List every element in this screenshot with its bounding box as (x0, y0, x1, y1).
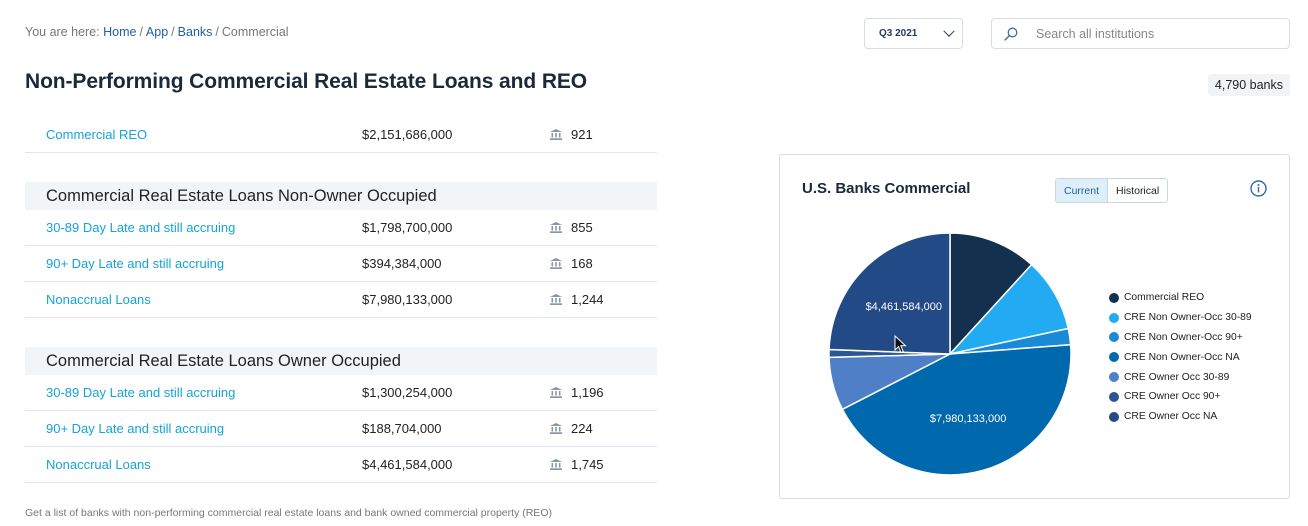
table-row (25, 411, 657, 447)
row-amount: $4,461,584,000 (362, 457, 453, 472)
bank-icon (550, 129, 562, 140)
legend-swatch (1109, 412, 1119, 422)
row-link-commercial-reo[interactable]: Commercial REO (46, 127, 148, 142)
period-select[interactable] (864, 18, 963, 49)
row-link-non-owner-nonaccrual[interactable]: Nonaccrual Loans (46, 292, 151, 307)
chart-title: U.S. Banks Commercial (802, 180, 971, 197)
row-bank-count: 921 (571, 127, 593, 142)
table-row (25, 447, 657, 483)
row-amount: $1,798,700,000 (362, 220, 453, 235)
legend-swatch (1109, 293, 1119, 303)
legend-label: CRE Non Owner-Occ 90+ (1124, 331, 1243, 343)
legend-item-commercial-reo[interactable] (1109, 288, 1252, 308)
period-select-value: Q3 2021 (879, 28, 918, 39)
legend-label: CRE Owner Occ NA (1124, 411, 1218, 423)
row-link-non-owner-90-plus[interactable]: 90+ Day Late and still accruing (46, 256, 225, 271)
legend-swatch (1109, 332, 1119, 342)
legend-item-cre-non-owner-occ-na[interactable] (1109, 347, 1252, 367)
legend-item-cre-owner-occ-30-89[interactable] (1109, 367, 1252, 387)
search-icon (1004, 27, 1018, 41)
bank-icon (550, 423, 562, 434)
row-link-owner-30-89[interactable]: 30-89 Day Late and still accruing (46, 385, 236, 400)
row-link-owner-nonaccrual[interactable]: Nonaccrual Loans (46, 457, 151, 472)
legend-swatch (1109, 352, 1119, 362)
legend-swatch (1109, 392, 1119, 402)
toggle-historical[interactable]: Historical (1116, 184, 1160, 197)
pie-data-label-cre-owner-occ-na: $4,461,584,000 (865, 301, 943, 314)
bank-count-badge: 4,790 banks (1208, 74, 1290, 96)
row-amount: $7,980,133,000 (362, 292, 453, 307)
pie-chart[interactable] (828, 231, 1078, 481)
toggle-current[interactable]: Current (1056, 179, 1108, 202)
footnote: Get a list of banks with non-performing commercial real estate loans and bank owned commercial property (REO) (25, 507, 552, 519)
loans-table (25, 117, 657, 483)
legend-label: CRE Owner Occ 90+ (1124, 391, 1221, 403)
bank-icon (550, 387, 562, 398)
legend-label: Commercial REO (1124, 292, 1205, 304)
table-row (25, 375, 657, 411)
chart-legend (1109, 288, 1252, 427)
breadcrumb-link-home[interactable]: Home (103, 25, 137, 39)
breadcrumb-link-app[interactable]: App (145, 25, 169, 39)
search-input[interactable] (1036, 27, 1266, 41)
row-bank-count: 1,745 (571, 457, 604, 472)
page-title: Non-Performing Commercial Real Estate Loans and REO (25, 70, 588, 93)
row-amount: $188,704,000 (362, 421, 442, 436)
breadcrumb-current: Commercial (221, 25, 289, 39)
bank-icon (550, 258, 562, 269)
row-bank-count: 1,196 (571, 385, 604, 400)
table-row (25, 117, 657, 153)
view-toggle (1055, 178, 1168, 203)
bank-icon (550, 294, 562, 305)
chart-card (779, 154, 1290, 499)
legend-label: CRE Owner Occ 30-89 (1124, 371, 1230, 383)
row-link-non-owner-30-89[interactable]: 30-89 Day Late and still accruing (46, 220, 236, 235)
search-box[interactable] (991, 18, 1290, 49)
legend-label: CRE Non Owner-Occ NA (1124, 351, 1240, 363)
section-heading-owner: Commercial Real Estate Loans Owner Occupied (25, 347, 657, 375)
section-heading-non-owner: Commercial Real Estate Loans Non-Owner Occupied (25, 182, 657, 210)
table-row (25, 210, 657, 246)
table-row (25, 246, 657, 282)
legend-item-cre-non-owner-occ-30-89[interactable] (1109, 308, 1252, 328)
row-bank-count: 168 (571, 256, 593, 271)
bank-icon (550, 222, 562, 233)
chevron-down-icon (943, 25, 954, 36)
legend-item-cre-owner-occ-na[interactable] (1109, 407, 1252, 427)
legend-swatch (1109, 313, 1119, 323)
row-amount: $394,384,000 (362, 256, 442, 271)
pie-data-label-cre-non-owner-occ-na: $7,980,133,000 (929, 413, 1007, 425)
breadcrumb-link-banks[interactable]: Banks (177, 25, 213, 39)
row-link-owner-90-plus[interactable]: 90+ Day Late and still accruing (46, 421, 225, 436)
bank-icon (550, 459, 562, 470)
breadcrumb-separator: / (215, 25, 219, 39)
row-bank-count: 224 (571, 421, 593, 436)
legend-swatch (1109, 372, 1119, 382)
breadcrumb (25, 25, 289, 39)
legend-item-cre-non-owner-occ-90[interactable] (1109, 328, 1252, 348)
mouse-cursor-icon (894, 335, 907, 354)
legend-label: CRE Non Owner-Occ 30-89 (1124, 312, 1252, 324)
row-bank-count: 855 (571, 220, 593, 235)
row-amount: $1,300,254,000 (362, 385, 453, 400)
breadcrumb-prefix: You are here: (25, 25, 100, 39)
table-row (25, 282, 657, 318)
pie-slice-cre-owner-occ-na[interactable] (829, 233, 950, 354)
breadcrumb-separator: / (171, 25, 175, 39)
info-icon[interactable] (1250, 180, 1267, 197)
legend-item-cre-owner-occ-90[interactable] (1109, 387, 1252, 407)
row-bank-count: 1,244 (571, 292, 604, 307)
row-amount: $2,151,686,000 (362, 127, 453, 142)
breadcrumb-separator: / (139, 25, 143, 39)
